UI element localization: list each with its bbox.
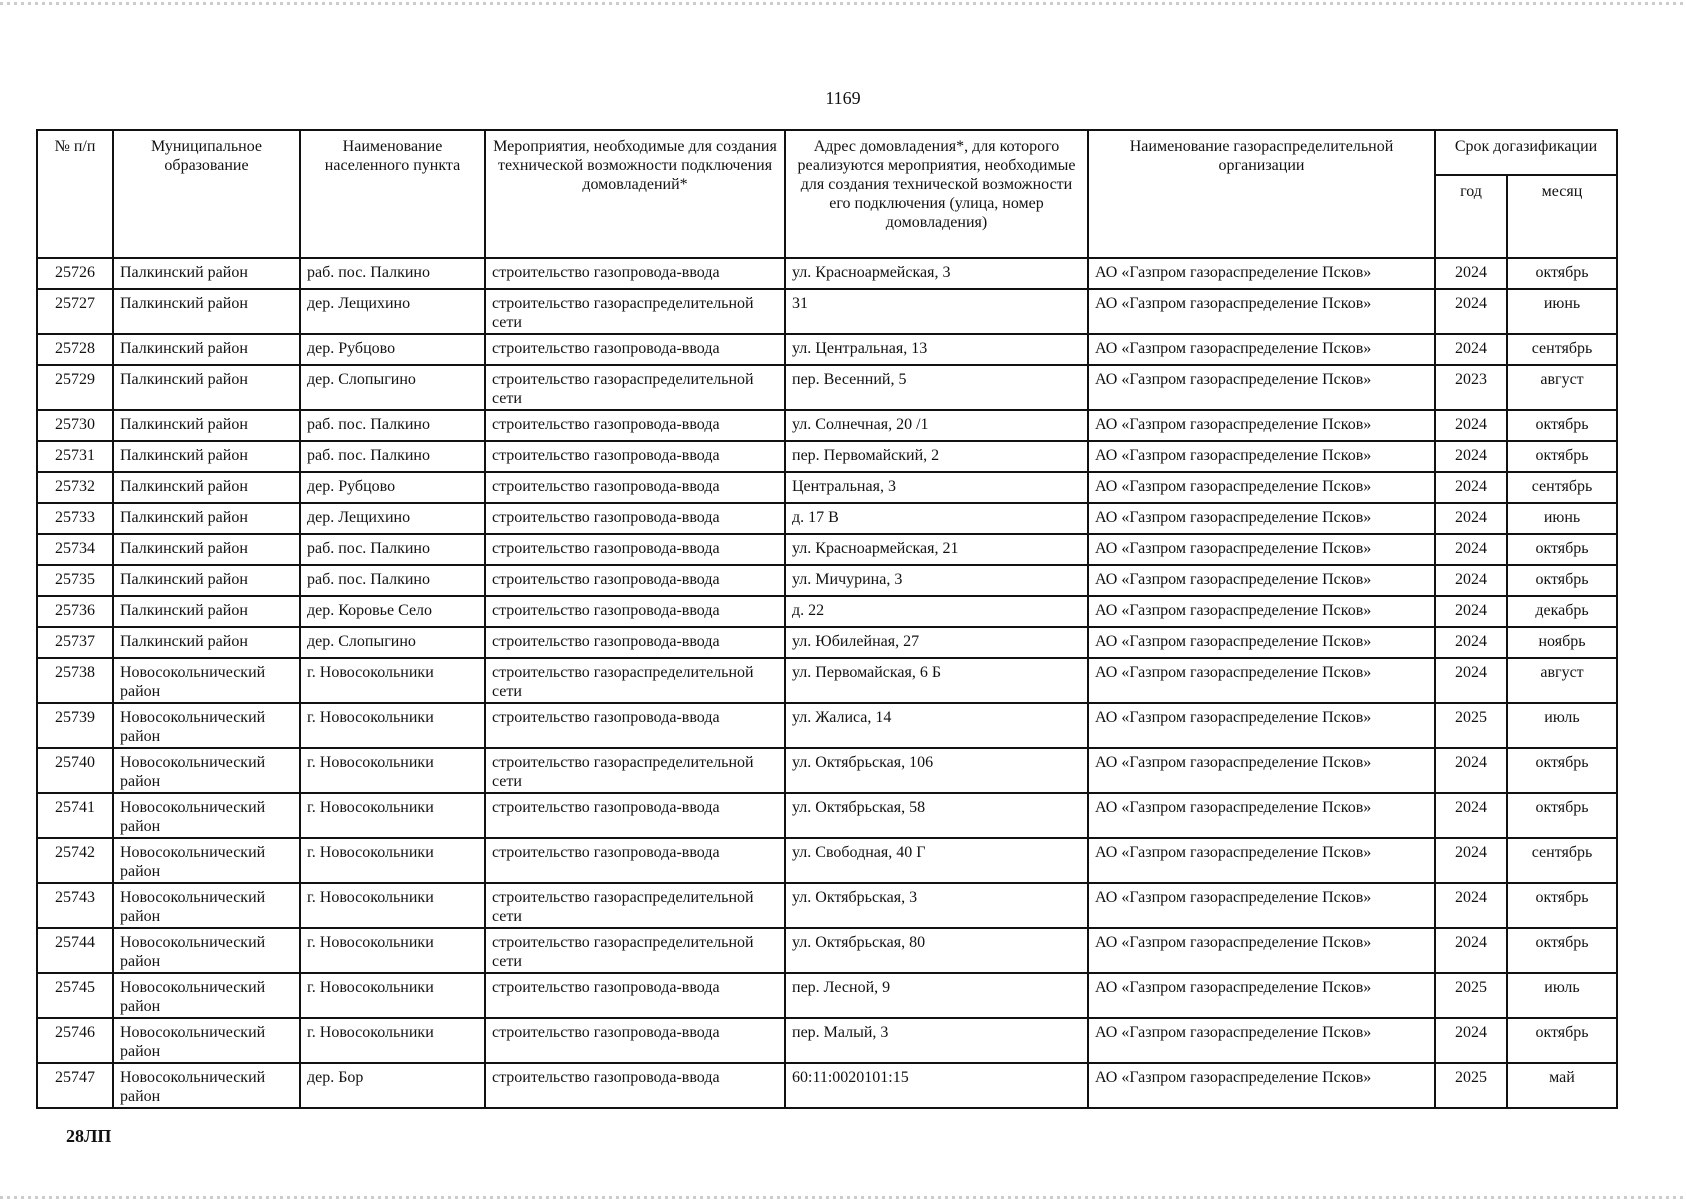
month-cell: июль (1507, 973, 1617, 1018)
year-cell: 2024 (1435, 627, 1507, 658)
address-cell: ул. Красноармейская, 21 (785, 534, 1088, 565)
address-cell: ул. Юбилейная, 27 (785, 627, 1088, 658)
row-number-cell: 25734 (37, 534, 113, 565)
year-cell: 2024 (1435, 503, 1507, 534)
row-number-cell: 25741 (37, 793, 113, 838)
row-number-cell: 25732 (37, 472, 113, 503)
header-address: Адрес домовладения*, для которого реализуются мероприятия, необходимые для создания технической возможности его подключения (улица, номер домовладения) (785, 130, 1088, 258)
table-row (37, 1018, 1617, 1063)
municipality-cell: Новосокольнический район (113, 658, 300, 703)
month-cell: октябрь (1507, 928, 1617, 973)
settlement-cell: г. Новосокольники (300, 703, 485, 748)
month-cell: июнь (1507, 503, 1617, 534)
address-cell: Центральная, 3 (785, 472, 1088, 503)
row-number-cell: 25729 (37, 365, 113, 410)
table-row (37, 565, 1617, 596)
organization-cell: АО «Газпром газораспределение Псков» (1088, 627, 1435, 658)
row-number-cell: 25730 (37, 410, 113, 441)
municipality-cell: Палкинский район (113, 258, 300, 289)
address-cell: ул. Красноармейская, 3 (785, 258, 1088, 289)
organization-cell: АО «Газпром газораспределение Псков» (1088, 748, 1435, 793)
month-cell: октябрь (1507, 1018, 1617, 1063)
settlement-cell: раб. пос. Палкино (300, 565, 485, 596)
footer-code: 28ЛП (66, 1126, 112, 1146)
year-cell: 2025 (1435, 703, 1507, 748)
measures-cell: строительство газопровода-ввода (485, 793, 785, 838)
year-cell: 2024 (1435, 658, 1507, 703)
scan-edge-top (0, 2, 1686, 5)
measures-cell: строительство газопровода-ввода (485, 838, 785, 883)
address-cell: ул. Октябрьская, 80 (785, 928, 1088, 973)
table-row (37, 503, 1617, 534)
month-cell: июнь (1507, 289, 1617, 334)
address-cell: 31 (785, 289, 1088, 334)
month-cell: октябрь (1507, 883, 1617, 928)
gasification-table (36, 129, 1618, 1109)
address-cell: пер. Первомайский, 2 (785, 441, 1088, 472)
address-cell: ул. Свободная, 40 Г (785, 838, 1088, 883)
municipality-cell: Новосокольнический район (113, 928, 300, 973)
organization-cell: АО «Газпром газораспределение Псков» (1088, 883, 1435, 928)
settlement-cell: раб. пос. Палкино (300, 258, 485, 289)
measures-cell: строительство газопровода-ввода (485, 503, 785, 534)
month-cell: октябрь (1507, 258, 1617, 289)
settlement-cell: раб. пос. Палкино (300, 410, 485, 441)
organization-cell: АО «Газпром газораспределение Псков» (1088, 289, 1435, 334)
organization-cell: АО «Газпром газораспределение Псков» (1088, 1063, 1435, 1108)
table-row (37, 838, 1617, 883)
settlement-cell: дер. Слопыгино (300, 627, 485, 658)
measures-cell: строительство газопровода-ввода (485, 1063, 785, 1108)
organization-cell: АО «Газпром газораспределение Псков» (1088, 441, 1435, 472)
address-cell: ул. Октябрьская, 58 (785, 793, 1088, 838)
row-number-cell: 25736 (37, 596, 113, 627)
header-num: № п/п (37, 130, 113, 258)
table-row (37, 410, 1617, 441)
organization-cell: АО «Газпром газораспределение Псков» (1088, 472, 1435, 503)
organization-cell: АО «Газпром газораспределение Псков» (1088, 534, 1435, 565)
table-row (37, 658, 1617, 703)
organization-cell: АО «Газпром газораспределение Псков» (1088, 973, 1435, 1018)
month-cell: декабрь (1507, 596, 1617, 627)
year-cell: 2024 (1435, 596, 1507, 627)
settlement-cell: раб. пос. Палкино (300, 441, 485, 472)
organization-cell: АО «Газпром газораспределение Псков» (1088, 793, 1435, 838)
month-cell: октябрь (1507, 748, 1617, 793)
settlement-cell: г. Новосокольники (300, 928, 485, 973)
settlement-cell: дер. Лещихино (300, 503, 485, 534)
settlement-cell: г. Новосокольники (300, 658, 485, 703)
address-cell: д. 17 В (785, 503, 1088, 534)
measures-cell: строительство газораспределительной сети (485, 658, 785, 703)
table-row (37, 973, 1617, 1018)
settlement-cell: г. Новосокольники (300, 793, 485, 838)
header-year: год (1435, 175, 1507, 258)
month-cell: август (1507, 365, 1617, 410)
municipality-cell: Новосокольнический район (113, 1063, 300, 1108)
municipality-cell: Новосокольнический район (113, 838, 300, 883)
municipality-cell: Палкинский район (113, 365, 300, 410)
municipality-cell: Палкинский район (113, 534, 300, 565)
settlement-cell: раб. пос. Палкино (300, 534, 485, 565)
settlement-cell: дер. Бор (300, 1063, 485, 1108)
organization-cell: АО «Газпром газораспределение Псков» (1088, 1018, 1435, 1063)
year-cell: 2025 (1435, 1063, 1507, 1108)
address-cell: ул. Октябрьская, 3 (785, 883, 1088, 928)
row-number-cell: 25743 (37, 883, 113, 928)
month-cell: сентябрь (1507, 472, 1617, 503)
year-cell: 2024 (1435, 441, 1507, 472)
page-number: 1169 (825, 88, 861, 108)
table-row (37, 534, 1617, 565)
header-organization: Наименование газораспределительной организации (1088, 130, 1435, 258)
organization-cell: АО «Газпром газораспределение Псков» (1088, 928, 1435, 973)
municipality-cell: Новосокольнический район (113, 748, 300, 793)
municipality-cell: Палкинский район (113, 334, 300, 365)
row-number-cell: 25747 (37, 1063, 113, 1108)
table-row (37, 258, 1617, 289)
header-month: месяц (1507, 175, 1617, 258)
table-row (37, 441, 1617, 472)
measures-cell: строительство газопровода-ввода (485, 627, 785, 658)
header-municipality: Муниципальное образование (113, 130, 300, 258)
settlement-cell: дер. Рубцово (300, 334, 485, 365)
municipality-cell: Новосокольнический район (113, 973, 300, 1018)
measures-cell: строительство газопровода-ввода (485, 534, 785, 565)
month-cell: сентябрь (1507, 838, 1617, 883)
municipality-cell: Новосокольнический район (113, 793, 300, 838)
row-number-cell: 25728 (37, 334, 113, 365)
row-number-cell: 25733 (37, 503, 113, 534)
month-cell: октябрь (1507, 410, 1617, 441)
organization-cell: АО «Газпром газораспределение Псков» (1088, 334, 1435, 365)
address-cell: пер. Весенний, 5 (785, 365, 1088, 410)
row-number-cell: 25745 (37, 973, 113, 1018)
table-body (37, 258, 1617, 1108)
table-row (37, 1063, 1617, 1108)
month-cell: октябрь (1507, 441, 1617, 472)
organization-cell: АО «Газпром газораспределение Псков» (1088, 503, 1435, 534)
address-cell: ул. Первомайская, 6 Б (785, 658, 1088, 703)
row-number-cell: 25738 (37, 658, 113, 703)
measures-cell: строительство газопровода-ввода (485, 596, 785, 627)
table-row (37, 596, 1617, 627)
row-number-cell: 25739 (37, 703, 113, 748)
month-cell: май (1507, 1063, 1617, 1108)
organization-cell: АО «Газпром газораспределение Псков» (1088, 838, 1435, 883)
measures-cell: строительство газопровода-ввода (485, 973, 785, 1018)
month-cell: август (1507, 658, 1617, 703)
municipality-cell: Новосокольнический район (113, 703, 300, 748)
measures-cell: строительство газопровода-ввода (485, 472, 785, 503)
year-cell: 2024 (1435, 410, 1507, 441)
address-cell: д. 22 (785, 596, 1088, 627)
row-number-cell: 25727 (37, 289, 113, 334)
measures-cell: строительство газопровода-ввода (485, 258, 785, 289)
table-row (37, 883, 1617, 928)
row-number-cell: 25746 (37, 1018, 113, 1063)
settlement-cell: дер. Коровье Село (300, 596, 485, 627)
table-row (37, 703, 1617, 748)
month-cell: октябрь (1507, 565, 1617, 596)
settlement-cell: дер. Слопыгино (300, 365, 485, 410)
year-cell: 2024 (1435, 1018, 1507, 1063)
year-cell: 2024 (1435, 928, 1507, 973)
settlement-cell: г. Новосокольники (300, 1018, 485, 1063)
table-row (37, 289, 1617, 334)
table-row (37, 627, 1617, 658)
measures-cell: строительство газораспределительной сети (485, 748, 785, 793)
measures-cell: строительство газораспределительной сети (485, 365, 785, 410)
month-cell: октябрь (1507, 534, 1617, 565)
row-number-cell: 25737 (37, 627, 113, 658)
municipality-cell: Палкинский район (113, 472, 300, 503)
year-cell: 2024 (1435, 258, 1507, 289)
year-cell: 2024 (1435, 748, 1507, 793)
month-cell: сентябрь (1507, 334, 1617, 365)
municipality-cell: Новосокольнический район (113, 883, 300, 928)
address-cell: ул. Солнечная, 20 /1 (785, 410, 1088, 441)
table-row (37, 334, 1617, 365)
month-cell: ноябрь (1507, 627, 1617, 658)
header-measures: Мероприятия, необходимые для создания технической возможности подключения домовладений* (485, 130, 785, 258)
organization-cell: АО «Газпром газораспределение Псков» (1088, 703, 1435, 748)
settlement-cell: г. Новосокольники (300, 838, 485, 883)
row-number-cell: 25744 (37, 928, 113, 973)
organization-cell: АО «Газпром газораспределение Псков» (1088, 258, 1435, 289)
address-cell: ул. Мичурина, 3 (785, 565, 1088, 596)
year-cell: 2024 (1435, 472, 1507, 503)
address-cell: ул. Жалиса, 14 (785, 703, 1088, 748)
measures-cell: строительство газораспределительной сети (485, 928, 785, 973)
table-row (37, 928, 1617, 973)
header-settlement: Наименование населенного пункта (300, 130, 485, 258)
row-number-cell: 25735 (37, 565, 113, 596)
year-cell: 2024 (1435, 289, 1507, 334)
scan-edge-bottom (0, 1196, 1686, 1199)
settlement-cell: дер. Лещихино (300, 289, 485, 334)
row-number-cell: 25726 (37, 258, 113, 289)
address-cell: пер. Лесной, 9 (785, 973, 1088, 1018)
settlement-cell: г. Новосокольники (300, 883, 485, 928)
table-row (37, 748, 1617, 793)
municipality-cell: Палкинский район (113, 441, 300, 472)
year-cell: 2024 (1435, 534, 1507, 565)
organization-cell: АО «Газпром газораспределение Псков» (1088, 410, 1435, 441)
measures-cell: строительство газопровода-ввода (485, 1018, 785, 1063)
measures-cell: строительство газопровода-ввода (485, 334, 785, 365)
measures-cell: строительство газопровода-ввода (485, 565, 785, 596)
header-term: Срок догазификации (1435, 130, 1617, 175)
address-cell: ул. Центральная, 13 (785, 334, 1088, 365)
row-number-cell: 25740 (37, 748, 113, 793)
settlement-cell: г. Новосокольники (300, 748, 485, 793)
municipality-cell: Палкинский район (113, 596, 300, 627)
organization-cell: АО «Газпром газораспределение Псков» (1088, 565, 1435, 596)
municipality-cell: Палкинский район (113, 627, 300, 658)
settlement-cell: дер. Рубцово (300, 472, 485, 503)
year-cell: 2024 (1435, 883, 1507, 928)
year-cell: 2024 (1435, 793, 1507, 838)
measures-cell: строительство газораспределительной сети (485, 883, 785, 928)
measures-cell: строительство газопровода-ввода (485, 703, 785, 748)
year-cell: 2024 (1435, 565, 1507, 596)
table-row (37, 472, 1617, 503)
table-row (37, 793, 1617, 838)
measures-cell: строительство газопровода-ввода (485, 441, 785, 472)
month-cell: октябрь (1507, 793, 1617, 838)
year-cell: 2025 (1435, 973, 1507, 1018)
settlement-cell: г. Новосокольники (300, 973, 485, 1018)
year-cell: 2024 (1435, 334, 1507, 365)
row-number-cell: 25731 (37, 441, 113, 472)
year-cell: 2023 (1435, 365, 1507, 410)
organization-cell: АО «Газпром газораспределение Псков» (1088, 365, 1435, 410)
organization-cell: АО «Газпром газораспределение Псков» (1088, 658, 1435, 703)
header-row-1 (37, 130, 1617, 175)
municipality-cell: Палкинский район (113, 503, 300, 534)
table-row (37, 365, 1617, 410)
municipality-cell: Палкинский район (113, 565, 300, 596)
row-number-cell: 25742 (37, 838, 113, 883)
measures-cell: строительство газопровода-ввода (485, 410, 785, 441)
address-cell: ул. Октябрьская, 106 (785, 748, 1088, 793)
organization-cell: АО «Газпром газораспределение Псков» (1088, 596, 1435, 627)
year-cell: 2024 (1435, 838, 1507, 883)
municipality-cell: Палкинский район (113, 289, 300, 334)
month-cell: июль (1507, 703, 1617, 748)
municipality-cell: Палкинский район (113, 410, 300, 441)
address-cell: 60:11:0020101:15 (785, 1063, 1088, 1108)
measures-cell: строительство газораспределительной сети (485, 289, 785, 334)
municipality-cell: Новосокольнический район (113, 1018, 300, 1063)
address-cell: пер. Малый, 3 (785, 1018, 1088, 1063)
